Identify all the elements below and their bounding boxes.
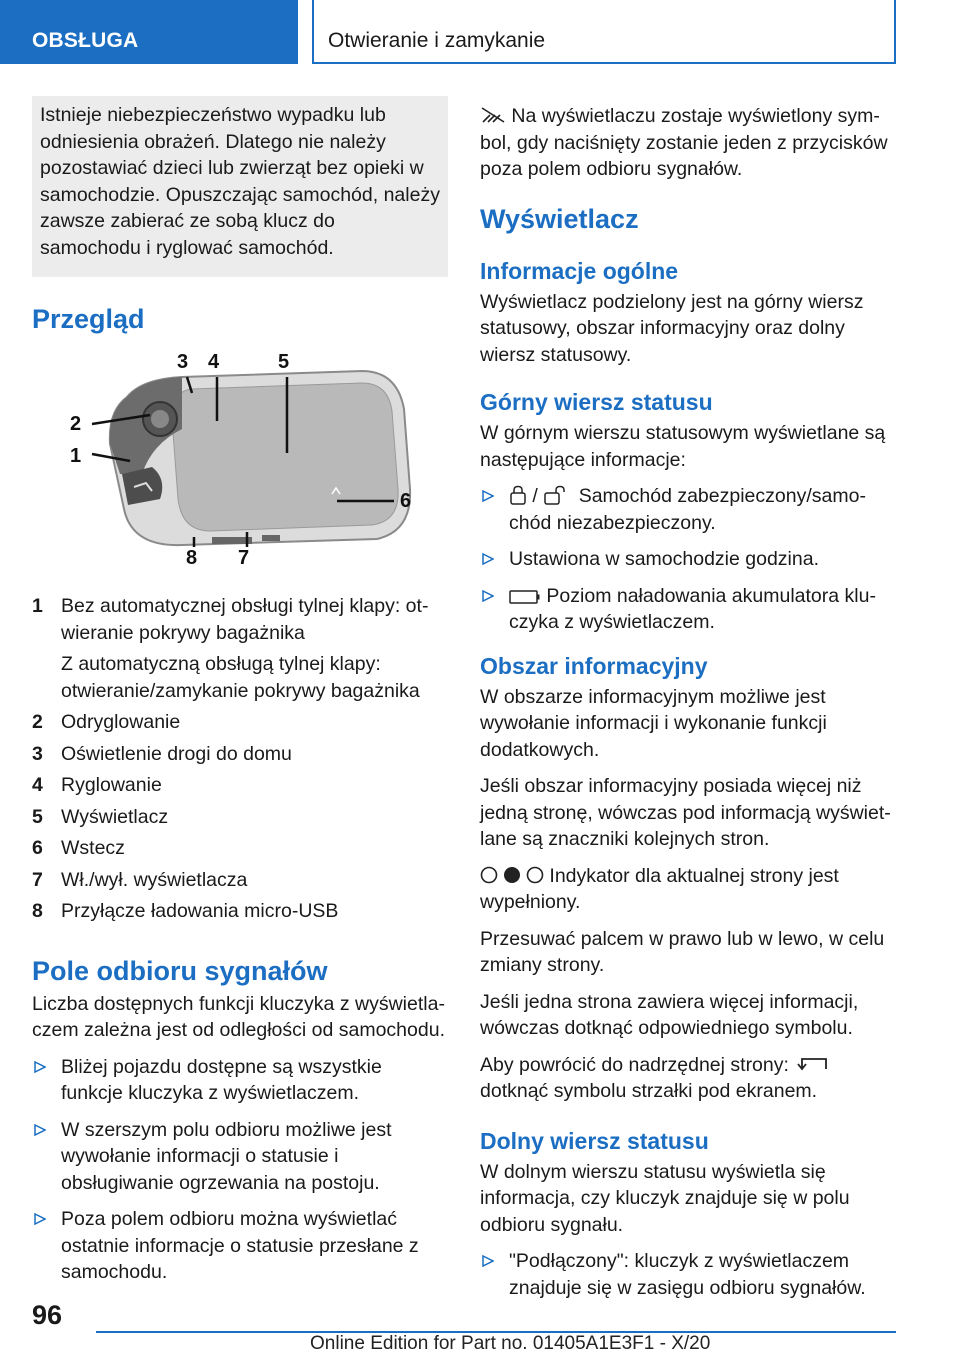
lower-status-heading: Dolny wiersz statusu bbox=[480, 1127, 709, 1154]
list-item: / Samochód zabezpieczony/samochód niezabezpieczony. bbox=[480, 483, 896, 536]
no-signal-icon bbox=[480, 105, 506, 125]
info-paragraph-6: Aby powrócić do nadrzędnej strony: dotknąć symbolu strzałki pod ekranem. bbox=[480, 1052, 896, 1105]
edition-note: Online Edition for Part no. 01405A1E3F1 - X/20 bbox=[310, 1333, 711, 1354]
warning-text: Istnieje niebezpieczeństwo wypadku lub odniesienia obrażeń. Dlatego nie należy pozostawiać dzieci lub zwierząt bez opieki w samochodzie. Opuszczając samochód, należy zawsze zabierać ze sobą klucz do samochodu i ryglować samochód. bbox=[40, 104, 440, 259]
info-paragraph-2: Jeśli obszar informacyjny posiada więcej niż jedną stronę, wówczas pod informacją wyświetlane są znaczniki kolejnych stron. bbox=[480, 775, 891, 850]
bullet-triangle-icon bbox=[34, 1213, 46, 1225]
back-arrow-icon bbox=[794, 1054, 834, 1074]
figure-label-6: 6 bbox=[400, 490, 412, 512]
warning-box bbox=[32, 96, 448, 277]
page-number: 96 bbox=[32, 1300, 63, 1330]
battery-icon bbox=[509, 589, 541, 605]
legend-item-continuation: Z automatyczną obsługą tylnej klapy: otwieranie/zamykanie pokrywy bagażnika bbox=[61, 653, 420, 702]
legend-item: 5 Wyświetlacz bbox=[32, 805, 169, 828]
upper-status-intro: W górnym wierszu statusowym wyświetlane są następujące informacje: bbox=[480, 422, 886, 471]
info-paragraph-5: Jeśli jedna strona zawiera więcej informacji, wówczas dotknąć odpowiedniego symbolu. bbox=[480, 990, 859, 1039]
reception-list bbox=[32, 1054, 448, 1286]
list-item: Bliżej pojazdu dostępne są wszystkie funkcje kluczyka z wyświetlaczem. bbox=[32, 1054, 448, 1107]
figure-label-2: 2 bbox=[70, 413, 82, 435]
legend-item: 3 Oświetlenie drogi do domu bbox=[32, 742, 292, 765]
figure-label-8: 8 bbox=[186, 547, 198, 569]
list-item: W szerszym polu odbioru możliwe jest wywołanie informacji o statusie i obsługiwanie ogrzewania na postoju. bbox=[32, 1117, 448, 1197]
info-area-heading: Obszar informacyjny bbox=[480, 652, 708, 679]
lock-open-icon bbox=[543, 485, 573, 505]
right-column bbox=[480, 103, 896, 1311]
left-column bbox=[32, 96, 448, 1296]
list-item: "Podłączony": kluczyk z wyświetlaczem znajduje się w zasięgu odbioru sygnałów. bbox=[480, 1248, 896, 1301]
info-paragraph-3: Indykator dla aktualnej strony jest wypełniony. bbox=[480, 864, 839, 913]
lower-status-text: W dolnym wierszu statusu wyświetla się informacja, czy kluczyk znajduje się w polu odbioru sygnału. bbox=[480, 1160, 850, 1236]
bullet-triangle-icon bbox=[482, 490, 494, 502]
upper-status-list bbox=[480, 483, 896, 636]
legend-item: 7 Wł./wył. wyświetlacza bbox=[32, 868, 248, 891]
reception-heading: Pole odbioru sygnałów bbox=[32, 955, 328, 986]
display-key-illustration bbox=[32, 349, 448, 575]
lock-separator: / bbox=[532, 485, 538, 507]
upper-status-heading: Górny wiersz statusu bbox=[480, 389, 713, 415]
key-figure bbox=[32, 349, 448, 575]
reception-intro: Liczba dostępnych funkcji kluczyka z wyświetlaczem zależna jest od odległości od samochodu. bbox=[32, 992, 445, 1041]
info-paragraph-1: W obszarze informacyjnym możliwe jest wywołanie informacji i wykonanie funkcji dodatkowych. bbox=[480, 685, 827, 761]
out-of-range-paragraph: Na wyświetlaczu zostaje wyświetlony symbol, gdy naciśnięty zostanie jeden z przycisków poza polem odbioru sygnałów. bbox=[480, 105, 888, 180]
figure-legend bbox=[32, 593, 448, 925]
bullet-triangle-icon bbox=[482, 590, 494, 602]
page-indicator-icon bbox=[480, 865, 544, 885]
bullet-triangle-icon bbox=[34, 1124, 46, 1136]
figure-label-4: 4 bbox=[208, 351, 220, 373]
lower-status-list bbox=[480, 1248, 896, 1301]
info-paragraph-4: Przesuwać palcem w prawo lub w lewo, w celu zmiany strony. bbox=[480, 927, 885, 976]
chapter-title: Otwieranie i zamykanie bbox=[312, 0, 896, 64]
section-label: OBSŁUGA bbox=[0, 0, 298, 64]
page-header bbox=[0, 0, 960, 66]
figure-label-7: 7 bbox=[238, 547, 250, 569]
figure-label-5: 5 bbox=[278, 351, 290, 373]
bullet-triangle-icon bbox=[482, 553, 494, 565]
overview-heading: Przegląd bbox=[32, 304, 145, 334]
bullet-triangle-icon bbox=[34, 1061, 46, 1073]
list-item: Poza polem odbioru można wyświetlać ostatnie informacje o statusie przesłane z samochodu. bbox=[32, 1206, 448, 1286]
general-text: Wyświetlacz podzielony jest na górny wiersz statusowy, obszar informacyjny oraz dolny wiersz statusowy. bbox=[480, 290, 864, 366]
legend-item: 4 Ryglowanie bbox=[32, 774, 162, 796]
legend-item: 1 Bez automatycznej obsługi tylnej klapy: otwieranie pokrywy bagażnika bbox=[32, 595, 429, 644]
general-heading: Informacje ogólne bbox=[480, 257, 679, 284]
legend-item: 8 Przyłącze ładowania micro-USB bbox=[32, 900, 339, 922]
figure-label-3: 3 bbox=[177, 351, 189, 373]
bullet-triangle-icon bbox=[482, 1255, 494, 1267]
list-item: Poziom naładowania akumulatora kluczyka z wyświetlaczem. bbox=[480, 583, 896, 636]
figure-label-1: 1 bbox=[70, 445, 82, 467]
lock-closed-icon bbox=[509, 485, 527, 505]
list-item: Ustawiona w samochodzie godzina. bbox=[480, 546, 896, 573]
legend-item: 6 Wstecz bbox=[32, 837, 125, 859]
display-heading: Wyświetlacz bbox=[480, 203, 639, 234]
legend-item: 2 Odryglowanie bbox=[32, 711, 181, 733]
